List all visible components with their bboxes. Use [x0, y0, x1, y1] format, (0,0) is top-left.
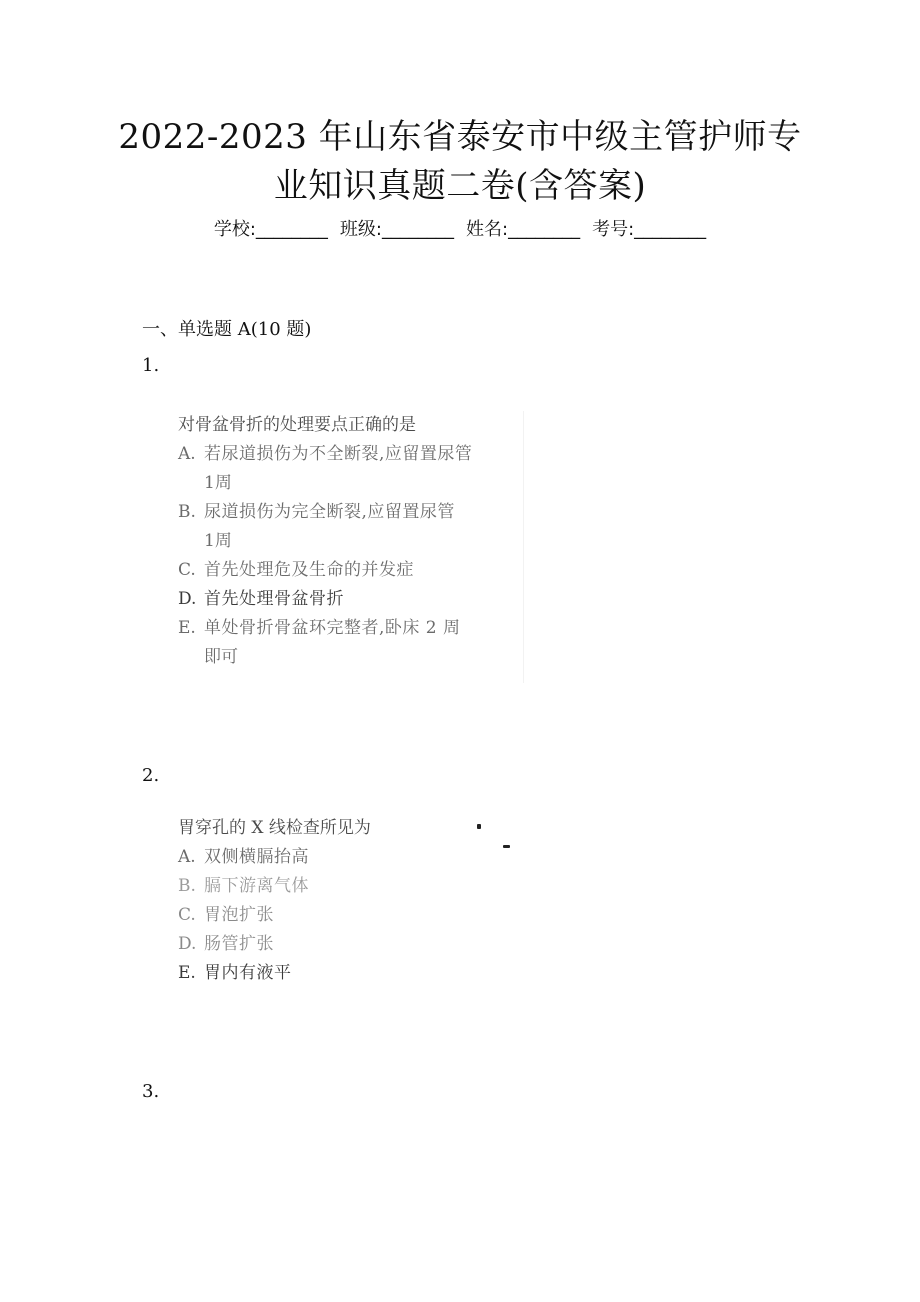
option-letter: D.: [178, 589, 197, 609]
option-letter: A.: [178, 847, 196, 867]
section-heading: 一、单选题 A(10 题): [142, 319, 312, 340]
class-field: 班级:________: [339, 219, 454, 240]
question-image: [178, 411, 524, 683]
exam-number-field: 考号:________: [592, 219, 707, 240]
option-text: 胃泡扩张: [204, 905, 274, 925]
option-letter: C.: [178, 905, 196, 925]
option-a: [178, 440, 523, 469]
option-c: [178, 901, 523, 930]
question-number: 1.: [142, 355, 160, 376]
option-d: [178, 585, 523, 614]
option-text: 尿道损伤为完全断裂,应留置尿管: [204, 502, 455, 522]
option-letter: A.: [178, 444, 196, 464]
option-text: 胃内有液平: [204, 963, 292, 983]
option-text: 单处骨折骨盆环完整者,卧床 2 周: [204, 618, 461, 638]
option-text: 膈下游离气体: [204, 876, 309, 896]
option-b: [178, 498, 523, 527]
option-letter: D.: [178, 934, 197, 954]
option-a: [178, 843, 523, 872]
name-field: 姓名:________: [466, 219, 581, 240]
option-letter: E.: [178, 618, 196, 638]
option-text-continuation: 1周: [204, 531, 232, 551]
option-text: 肠管扩张: [204, 934, 274, 954]
school-field: 学校:________: [213, 219, 328, 240]
document-title-line1: 2022-2023 年山东省泰安市中级主管护师专: [118, 117, 802, 157]
question-number: 3.: [142, 1081, 160, 1102]
option-c: [178, 556, 523, 585]
option-b: [178, 872, 523, 901]
option-text: 若尿道损伤为不全断裂,应留置尿管: [204, 444, 473, 464]
option-e: [178, 959, 523, 988]
option-letter: C.: [178, 560, 196, 580]
question-image: [178, 814, 523, 994]
student-info-fields: [0, 218, 920, 242]
option-e: [178, 614, 523, 643]
option-d: [178, 930, 523, 959]
document-title-line2: 业知识真题二卷(含答案): [273, 166, 647, 206]
option-letter: B.: [178, 502, 196, 522]
option-letter: E.: [178, 963, 196, 983]
question-stem: 胃穿孔的 X 线检查所见为: [178, 818, 371, 838]
question-number: 2.: [142, 765, 160, 786]
option-text-continuation: 即可: [204, 647, 238, 667]
option-text: 首先处理骨盆骨折: [204, 589, 344, 609]
scan-speck: [477, 824, 481, 829]
option-text: 首先处理危及生命的并发症: [204, 560, 414, 580]
option-letter: B.: [178, 876, 196, 896]
option-text: 双侧横膈抬高: [204, 847, 309, 867]
option-text-continuation: 1周: [204, 473, 232, 493]
scan-speck: [503, 845, 510, 848]
question-stem: 对骨盆骨折的处理要点正确的是: [178, 415, 416, 435]
